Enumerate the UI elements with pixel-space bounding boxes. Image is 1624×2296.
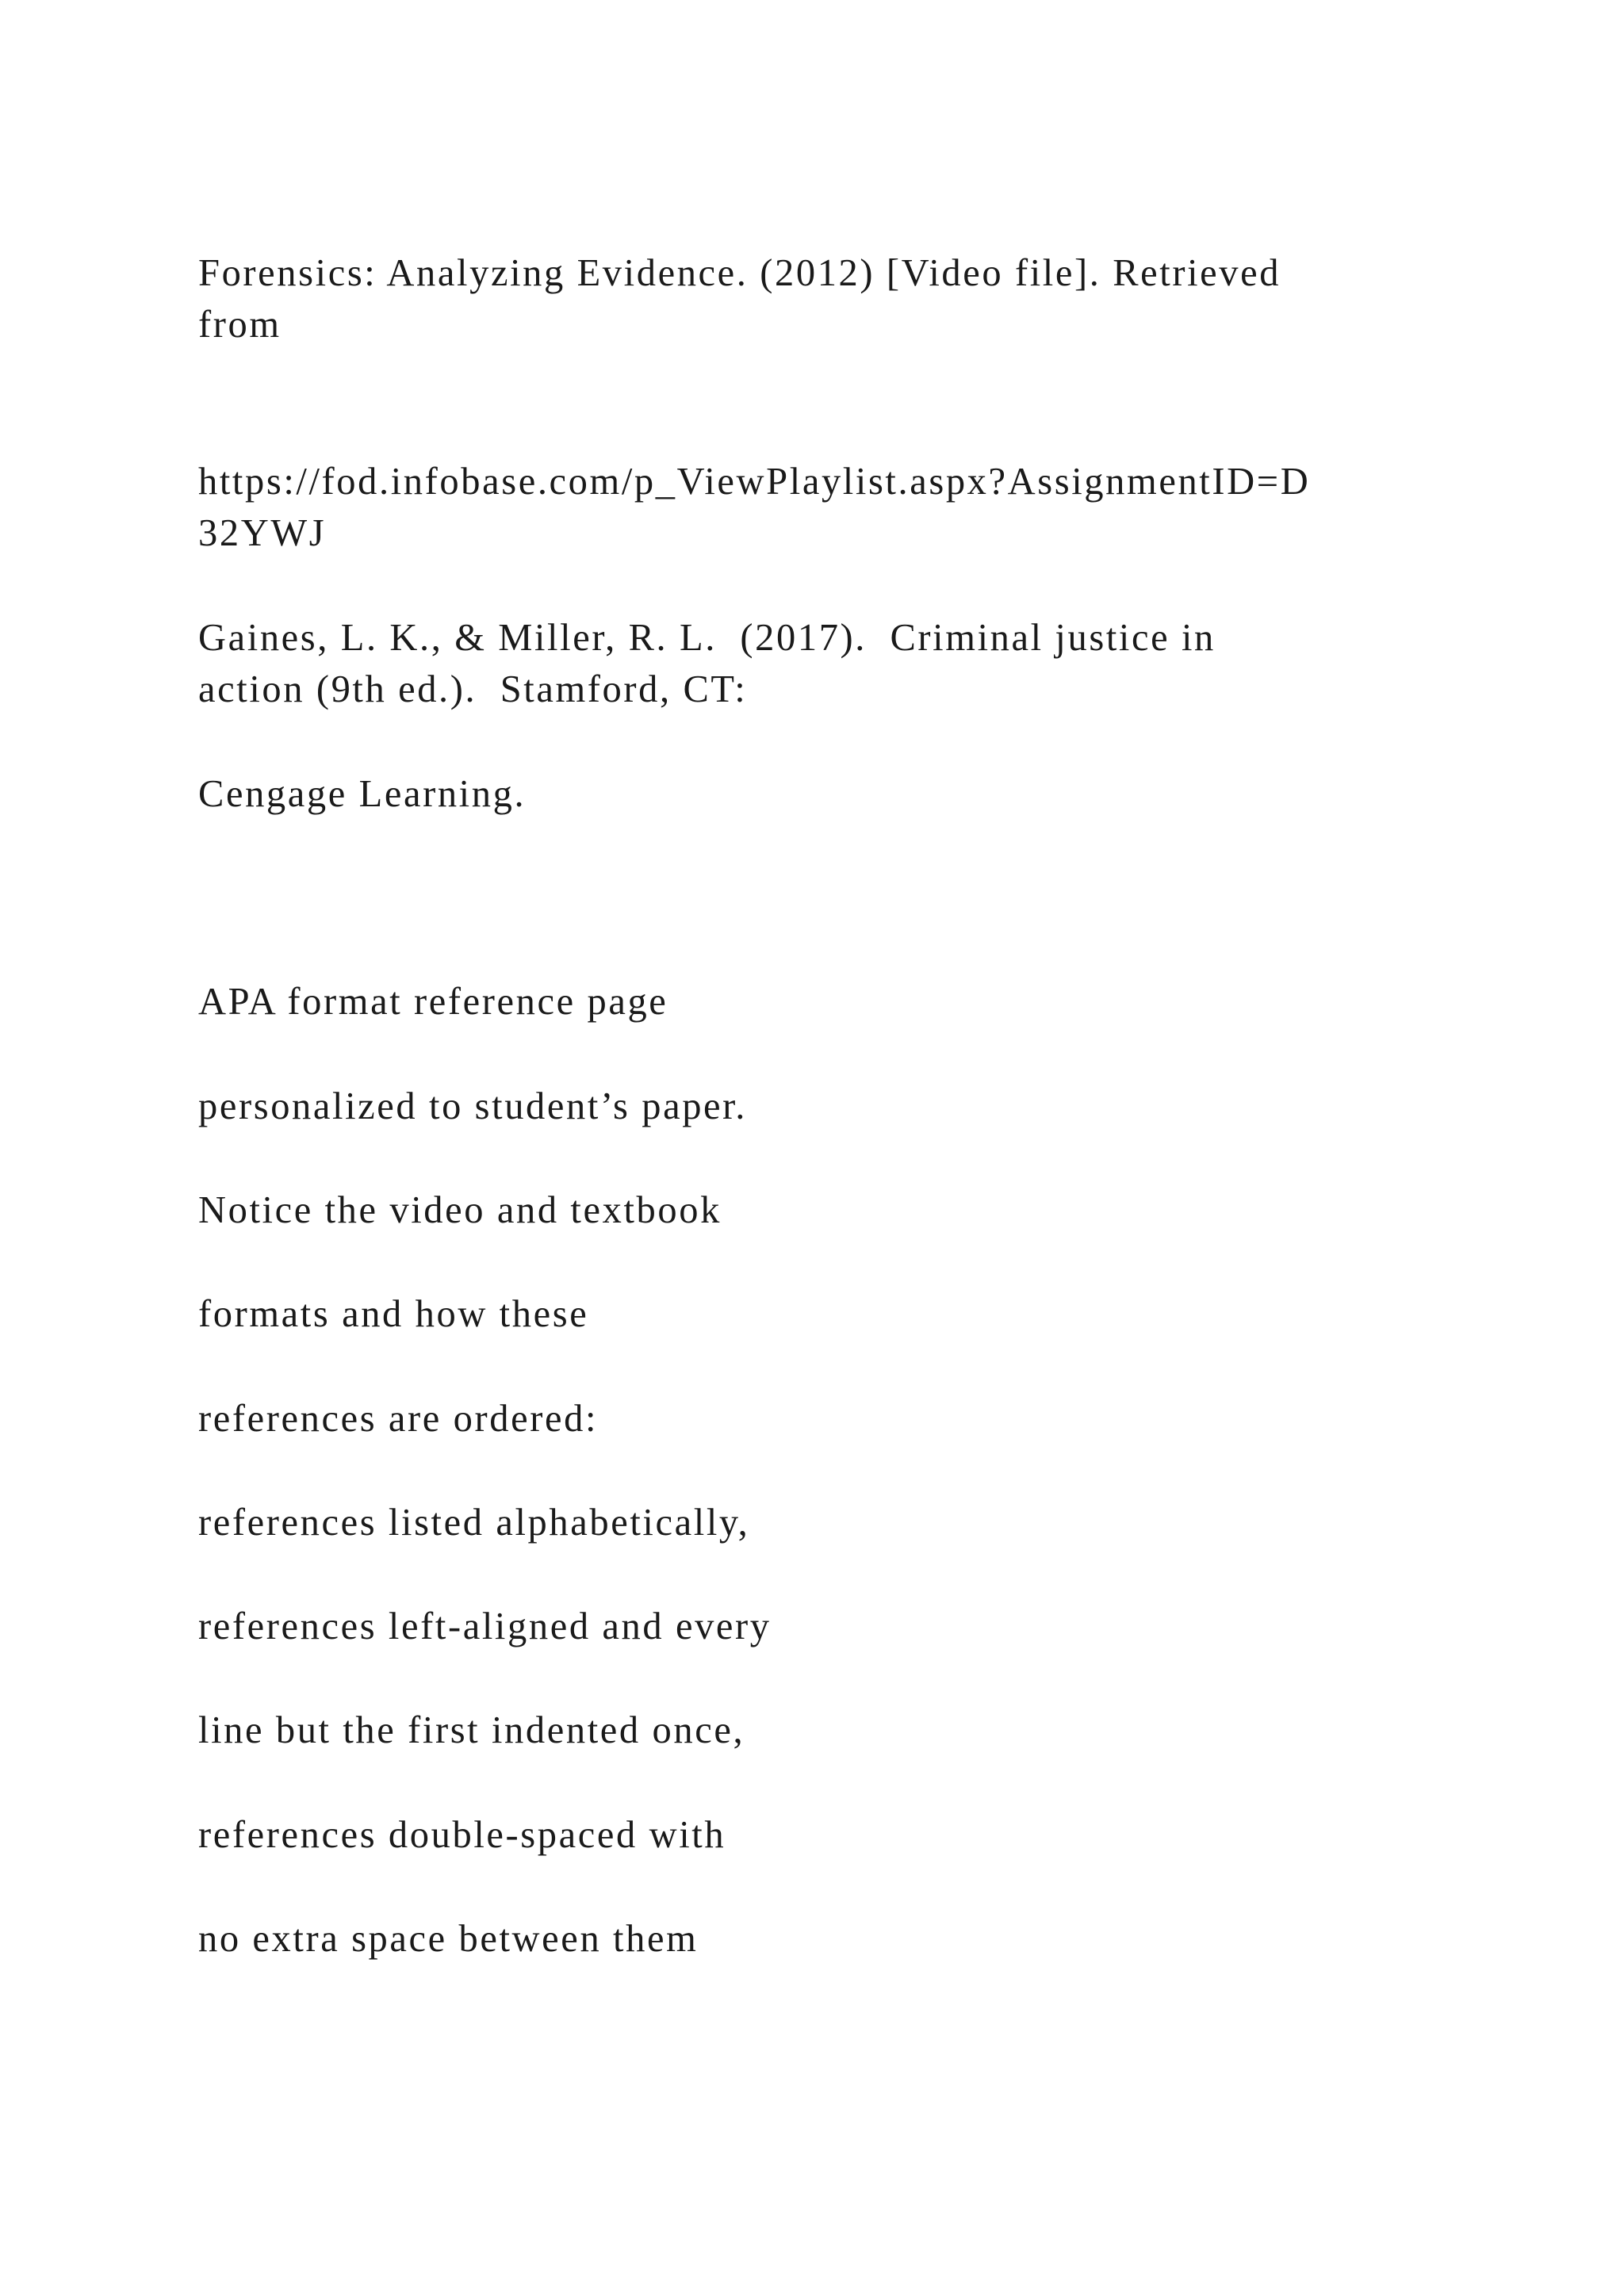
note-line: references listed alphabetically, — [198, 1502, 750, 1544]
note-line: formats and how these — [198, 1293, 589, 1335]
note-line: APA format reference page — [198, 981, 668, 1023]
reference-video-line-1: Forensics: Analyzing Evidence. (2012) [Video file]. Retrieved — [198, 252, 1281, 294]
reference-textbook-line-1: Gaines, L. K., & Miller, R. L. (2017). Criminal justice in — [198, 617, 1216, 659]
reference-video-url-line-2: 32YWJ — [198, 512, 327, 554]
reference-video-url-line-1: https://fod.infobase.com/p_ViewPlaylist.aspx?AssignmentID=D — [198, 461, 1311, 503]
reference-textbook-line-3: Cengage Learning. — [198, 773, 527, 815]
note-line: references are ordered: — [198, 1398, 599, 1440]
note-line: no extra space between them — [198, 1918, 699, 1960]
note-line: references double-spaced with — [198, 1814, 726, 1856]
note-line: personalized to student’s paper. — [198, 1085, 747, 1127]
note-line: Notice the video and textbook — [198, 1189, 722, 1231]
reference-textbook-line-2: action (9th ed.). Stamford, CT: — [198, 668, 748, 710]
note-line: references left-aligned and every — [198, 1605, 772, 1647]
note-line: line but the first indented once, — [198, 1709, 745, 1751]
reference-video-line-2: from — [198, 304, 282, 346]
